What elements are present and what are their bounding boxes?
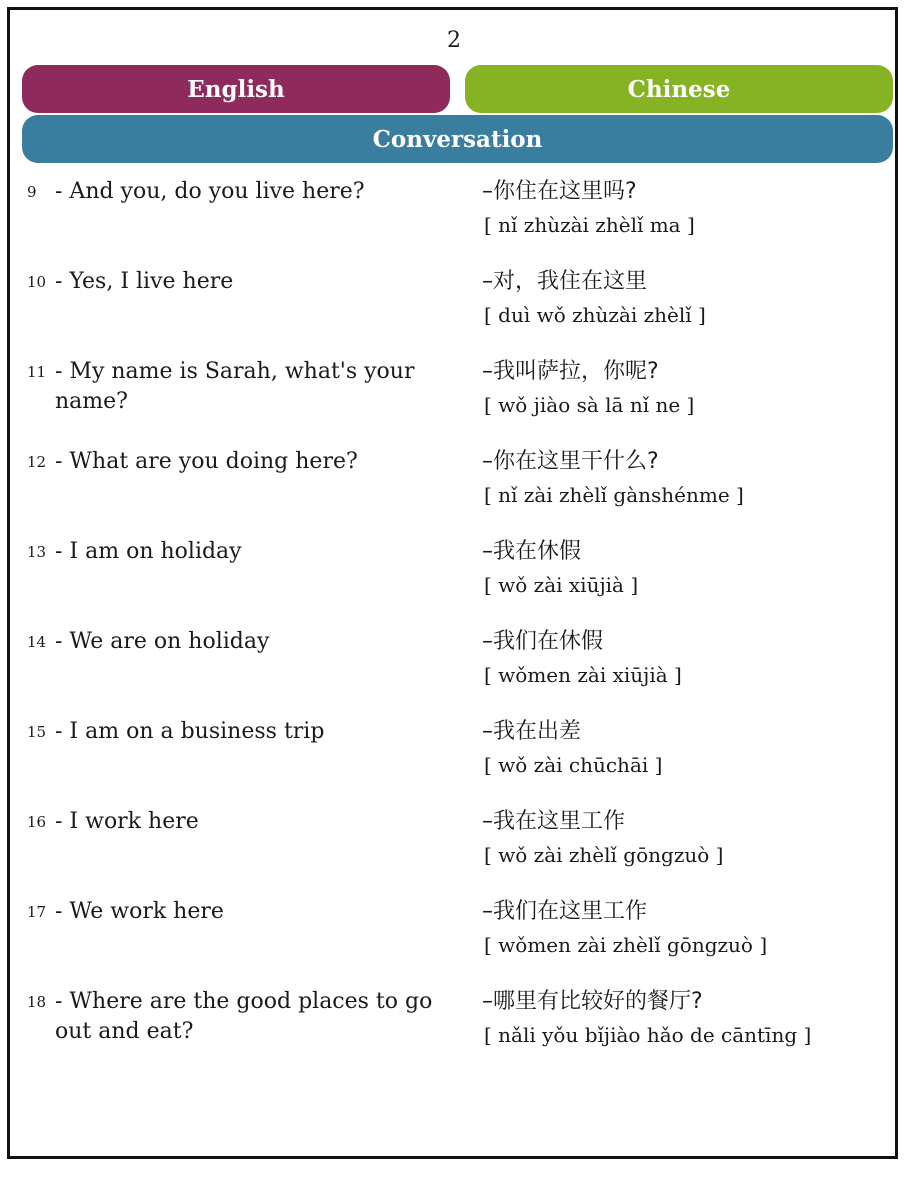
english-text: - Where are the good places to go (55, 989, 433, 1014)
english-phrase (27, 897, 447, 927)
english-phrase (27, 447, 447, 477)
english-text: - We work here (55, 899, 224, 924)
list-item (0, 717, 908, 807)
chinese-phrase: –我叫萨拉，你呢? (482, 359, 659, 384)
english-phrase (27, 267, 447, 297)
pinyin: [ nǎli yǒu bǐjiào hǎo de cāntīng ] (484, 1023, 812, 1047)
header-chinese: Chinese (465, 65, 893, 113)
phrase-number: 18 (27, 993, 47, 1011)
chinese-phrase: –我在出差 (482, 719, 582, 744)
pinyin: [ wǒ jiào sà lā nǐ ne ] (484, 393, 695, 417)
chinese-phrase: –我们在休假 (482, 629, 604, 654)
pinyin: [ nǐ zhùzài zhèlǐ ma ] (484, 213, 695, 237)
phrase-number: 17 (27, 903, 47, 921)
chinese-phrase: –对，我住在这里 (482, 269, 648, 294)
english-text: - I am on holiday (55, 539, 242, 564)
chinese-phrase: –你住在这里吗? (482, 179, 637, 204)
english-text-continued: name? (55, 389, 128, 414)
phrase-number: 16 (27, 813, 47, 831)
english-phrase (27, 807, 447, 837)
page-number: 2 (447, 28, 461, 53)
phrase-number: 15 (27, 723, 47, 741)
phrase-number: 10 (27, 273, 47, 291)
chinese-phrase: –你在这里干什么? (482, 449, 659, 474)
pinyin: [ wǒmen zài zhèlǐ gōngzuò ] (484, 933, 768, 957)
list-item (0, 807, 908, 897)
english-text: - And you, do you live here? (55, 179, 365, 204)
english-text: - I work here (55, 809, 199, 834)
chinese-phrase: –哪里有比较好的餐厅? (482, 989, 703, 1014)
english-phrase (27, 717, 447, 747)
pinyin: [ wǒ zài zhèlǐ gōngzuò ] (484, 843, 724, 867)
phrase-number: 12 (27, 453, 47, 471)
pinyin: [ wǒ zài xiūjià ] (484, 573, 639, 597)
phrase-number: 11 (27, 363, 47, 381)
english-phrase (27, 987, 447, 1047)
list-item (0, 987, 908, 1077)
english-text: - My name is Sarah, what's your (55, 359, 415, 384)
english-text: - Yes, I live here (55, 269, 234, 294)
header-english: English (22, 65, 450, 113)
english-phrase (27, 177, 447, 207)
english-phrase (27, 357, 447, 417)
header-conversation: Conversation (22, 115, 893, 163)
list-item (0, 627, 908, 717)
english-text-continued: out and eat? (55, 1019, 194, 1044)
phrase-number: 14 (27, 633, 47, 651)
pinyin: [ wǒ zài chūchāi ] (484, 753, 663, 777)
pinyin: [ nǐ zài zhèlǐ gànshénme ] (484, 483, 744, 507)
english-phrase (27, 537, 447, 567)
list-item (0, 447, 908, 537)
english-text: - We are on holiday (55, 629, 270, 654)
list-item (0, 267, 908, 357)
chinese-phrase: –我在这里工作 (482, 809, 626, 834)
pinyin: [ wǒmen zài xiūjià ] (484, 663, 682, 687)
chinese-phrase: –我们在这里工作 (482, 899, 648, 924)
list-item (0, 537, 908, 627)
pinyin: [ duì wǒ zhùzài zhèlǐ ] (484, 303, 706, 327)
english-text: - What are you doing here? (55, 449, 358, 474)
english-phrase (27, 627, 447, 657)
english-text: - I am on a business trip (55, 719, 325, 744)
phrase-number: 9 (27, 183, 37, 201)
list-item (0, 897, 908, 987)
chinese-phrase: –我在休假 (482, 539, 582, 564)
phrase-number: 13 (27, 543, 47, 561)
list-item (0, 357, 908, 447)
list-item (0, 177, 908, 267)
